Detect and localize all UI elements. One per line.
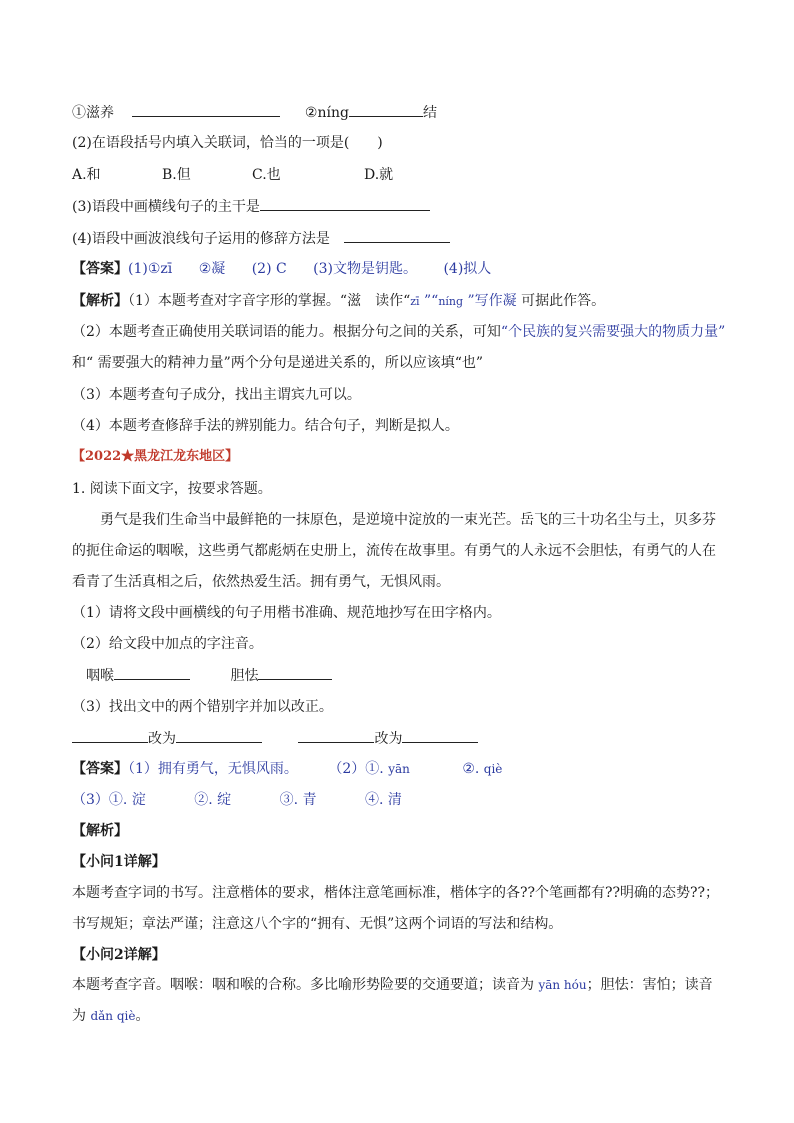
- option-a: A.和: [72, 167, 101, 183]
- sub-question-2: （2）给文段中加点的字注音。: [72, 636, 263, 652]
- change-label: 改为: [374, 731, 403, 747]
- quote: “个民族的复兴需要强大的物质力量”: [500, 324, 726, 340]
- text: （2）本题考查正确使用关联词语的能力。根据分句之间的关系，可知: [72, 324, 501, 340]
- blank-answer[interactable]: [114, 665, 190, 680]
- answer-2-item: （1）拥有勇气，无惧风雨。: [128, 761, 298, 777]
- explanation-1-line-4: （3）本题考查句子成分，找出主谓宾九可以。: [72, 387, 361, 403]
- answer-1-item: ②凝: [198, 261, 226, 277]
- explanation-1-line-5: （4）本题考查修辞手法的辨别能力。结合句子，判断是拟人。: [72, 418, 459, 434]
- answer-2-item: （3）①. 淀: [72, 792, 146, 808]
- question-4: [72, 228, 450, 249]
- text: 可据此作答。: [516, 293, 606, 309]
- word-2: 胆怯: [230, 668, 259, 684]
- sub-2-text: [72, 970, 722, 1032]
- explanation-label: 【解析】: [72, 823, 128, 839]
- answer-1-item: (1)①zī: [128, 261, 173, 277]
- pinyin: yān hóu: [538, 978, 587, 992]
- answer-1-item: (3)文物是钥匙。: [313, 261, 418, 277]
- explanation-1-line-1: [72, 291, 605, 312]
- sub-1-text: 本题考查字词的书写。注意楷体的要求，楷体注意笔画标准，楷体字的各??个笔画都有??明确的态势??；书写规矩；章法严谨；注意这八个字的“拥有、无惧”这两个词语的写法和结构。: [72, 885, 720, 932]
- answer-label: 【答案】: [72, 261, 128, 277]
- answer-2-item: ④. 清: [364, 792, 402, 808]
- pinyin: yān: [388, 762, 410, 776]
- question-4-text: (4)语段中画波浪线句子运用的修辞方法是: [72, 231, 330, 247]
- blank-answer[interactable]: [344, 228, 450, 243]
- reading-passage: 勇气是我们生命当中最鲜艳的一抹原色，是逆境中淀放的一束光芒。岳飞的三十功名尘与土，贝多芬的扼住命运的咽喉，这些勇气都彪炳在史册上，流传在故事里。有勇气的人永远不会胆怯，有勇气的人在看青了生活真相之后，依然热爱生活。拥有勇气，无惧风雨。: [72, 512, 716, 590]
- text: ”写作凝: [463, 293, 517, 309]
- pinyin: níng: [438, 295, 464, 308]
- answer-1-item: (4)拟人: [443, 261, 492, 277]
- options-row: [72, 165, 393, 185]
- sub-heading-1: 【小问1详解】: [72, 854, 166, 870]
- question-3: [72, 196, 430, 217]
- question-2: (2)在语段括号内填入关联词，恰当的一项是( ): [72, 135, 383, 151]
- sub-heading-2: 【小问2详解】: [72, 947, 166, 963]
- question-3-text: (3)语段中画横线句子的主干是: [72, 199, 260, 215]
- change-label: 改为: [148, 731, 176, 747]
- blank-answer[interactable]: [258, 665, 332, 680]
- sub-question-1: （1）请将文段中画横线的句子用楷书准确、规范地抄写在田字格内。: [72, 605, 501, 621]
- blank-answer[interactable]: [72, 728, 148, 743]
- sub-question-3: （3）找出文中的两个错别字并加以改正。: [72, 699, 333, 715]
- word-1: 咽喉: [86, 668, 114, 684]
- answer-2-item: ②. 绽: [194, 792, 232, 808]
- pinyin: qiè: [483, 762, 503, 776]
- option-b: B.但: [162, 167, 191, 183]
- blank-answer[interactable]: [402, 728, 478, 743]
- section-tag: 【2022★黑龙江龙东地区】: [72, 449, 239, 464]
- answer-2: [72, 759, 502, 779]
- blank-answer[interactable]: [260, 196, 430, 211]
- text: ；胆怯：害怕；读音为: [72, 977, 713, 1024]
- option-c: C.也: [252, 167, 281, 183]
- explanation-1-line-2: [72, 322, 725, 342]
- item1-label: ①滋养: [72, 105, 114, 121]
- blank-answer[interactable]: [349, 102, 423, 117]
- answer-1: [72, 259, 491, 279]
- explanation-label: 【解析】: [72, 293, 128, 309]
- option-d: D.就: [364, 167, 394, 183]
- answer-1-item: (2) C: [251, 261, 287, 277]
- blank-answer[interactable]: [176, 728, 262, 743]
- answer-2-item: （2）①.: [328, 761, 389, 777]
- pinyin: dǎn qiè: [90, 1009, 136, 1023]
- answer-label: 【答案】: [72, 761, 128, 777]
- correction-row: [72, 728, 478, 749]
- fill-line-1: [72, 102, 437, 123]
- text: 本题考查字音。咽喉：咽和喉的合称。多比喻形势险要的交通要道；读音为: [72, 977, 539, 993]
- blank-answer[interactable]: [298, 728, 374, 743]
- item2-suffix: 结: [422, 105, 437, 121]
- answer-2-item: ③. 青: [279, 792, 317, 808]
- blank-answer[interactable]: [132, 102, 280, 117]
- text: ”“: [419, 293, 439, 309]
- text: 。: [135, 1008, 150, 1024]
- answer-2-item: ②.: [462, 761, 484, 777]
- answer-2-line-2: [72, 790, 402, 810]
- item2-label: ②níng: [304, 105, 349, 121]
- pinyin-fill-row: [86, 665, 332, 686]
- explanation-1-line-3: 和“ 需要强大的精神力量”两个分句是递进关系的，所以应该填“也”: [72, 355, 484, 371]
- pinyin: zī: [410, 295, 420, 308]
- text: （1）本题考查对字音字形的掌握。“滋 读作“: [128, 293, 411, 309]
- question-intro: 1. 阅读下面文字，按要求答题。: [72, 481, 272, 497]
